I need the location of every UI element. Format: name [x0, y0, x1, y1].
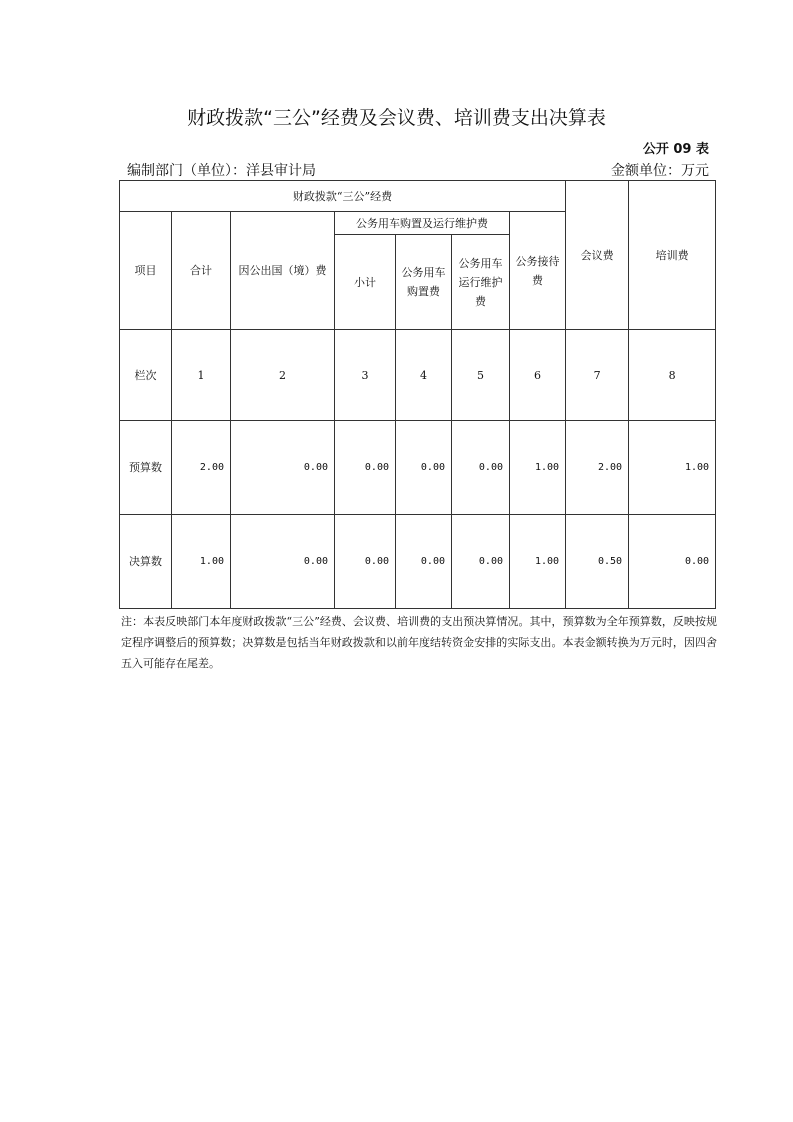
- table-cell: 0.00: [396, 515, 452, 609]
- table-cell: 2.00: [566, 421, 629, 515]
- table-cell: 3: [335, 330, 396, 421]
- table-cell: 7: [566, 330, 629, 421]
- col-header-abroad: 因公出国（境）费: [231, 212, 335, 330]
- row-label: 预算数: [120, 421, 172, 515]
- col-header-vehicle-operation: 公务用车运行维护费: [452, 235, 510, 330]
- vehicle-group-header: 公务用车购置及运行维护费: [335, 212, 510, 235]
- amount-unit: 金额单位：万元: [611, 163, 709, 179]
- table-cell: 2.00: [172, 421, 231, 515]
- table-row: [120, 330, 716, 421]
- table-cell: 0.00: [335, 421, 396, 515]
- table-cell: 0.00: [396, 421, 452, 515]
- col-header-subtotal: 小计: [335, 235, 396, 330]
- table-cell: 1.00: [172, 515, 231, 609]
- three-public-group-header: 财政拨款“三公”经费: [120, 181, 566, 212]
- table-cell: 0.00: [231, 421, 335, 515]
- table-cell: 1.00: [510, 421, 566, 515]
- footnote: 注：本表反映部门本年度财政拨款“三公”经费、会议费、培训费的支出预决算情况。其中，预算数为全年预算数，反映按规定程序调整后的预算数；决算数是包括当年财政拨款和以前年度结转资金安排的实际支出。本表金额转换为万元时，因四舍五入可能存在尾差。: [121, 615, 717, 670]
- compiling-unit: 编制部门（单位）：洋县审计局: [127, 163, 316, 179]
- page-title: 财政拨款“三公”经费及会议费、培训费支出决算表: [187, 107, 606, 129]
- table-cell: 0.00: [452, 515, 510, 609]
- form-number: 公开 09 表: [642, 142, 709, 157]
- table-cell: 4: [396, 330, 452, 421]
- row-label: 栏次: [120, 330, 172, 421]
- col-header-vehicle-purchase: 公务用车购置费: [396, 235, 452, 330]
- table-cell: 0.00: [335, 515, 396, 609]
- table-cell: 0.50: [566, 515, 629, 609]
- table-cell: 8: [629, 330, 716, 421]
- table-cell: 0.00: [629, 515, 716, 609]
- col-header-total: 合计: [172, 212, 231, 330]
- col-header-meeting: 会议费: [566, 181, 629, 330]
- col-header-item: 项目: [120, 212, 172, 330]
- table-row: [120, 421, 716, 515]
- table-cell: 0.00: [452, 421, 510, 515]
- table-cell: 1.00: [629, 421, 716, 515]
- row-label: 决算数: [120, 515, 172, 609]
- table-cell: 6: [510, 330, 566, 421]
- table-cell: 1: [172, 330, 231, 421]
- table-cell: 0.00: [231, 515, 335, 609]
- table-cell: 5: [452, 330, 510, 421]
- expenditure-table: [119, 180, 716, 609]
- table-cell: 2: [231, 330, 335, 421]
- col-header-reception: 公务接待费: [510, 212, 566, 330]
- table-cell: 1.00: [510, 515, 566, 609]
- col-header-training: 培训费: [629, 181, 716, 330]
- table-row: [120, 515, 716, 609]
